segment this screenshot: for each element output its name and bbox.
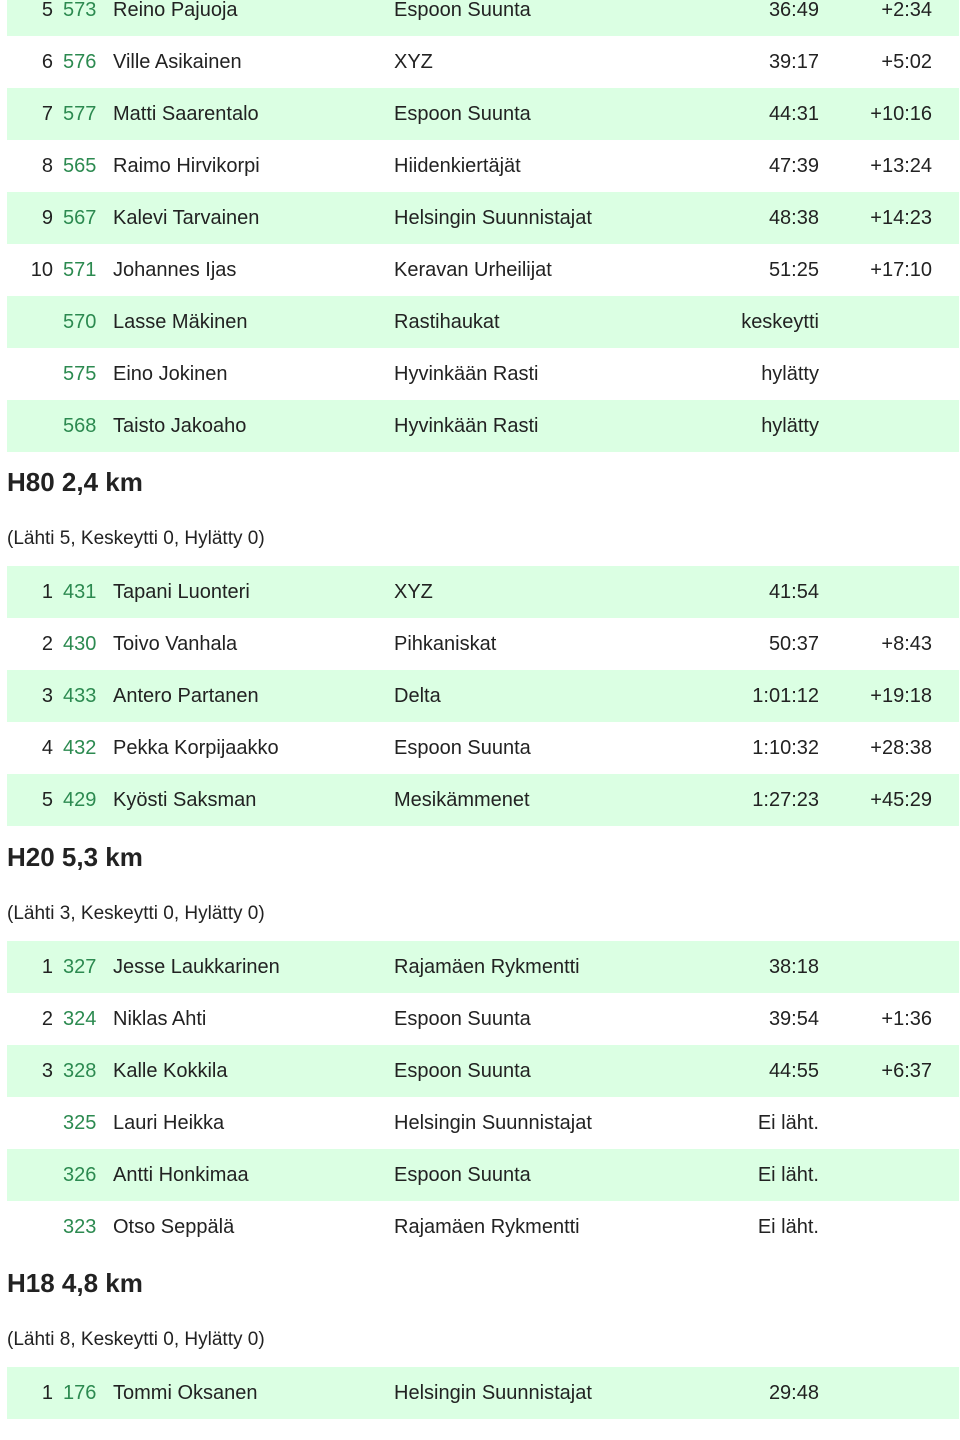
- bib-number: 324: [63, 1008, 97, 1030]
- result-row: [7, 618, 959, 670]
- bib-number: 431: [63, 581, 97, 603]
- runner-name: Ville Asikainen: [113, 51, 242, 73]
- result-time: 1:01:12: [752, 685, 819, 707]
- runner-name: Antero Partanen: [113, 685, 259, 707]
- runner-name: Raimo Hirvikorpi: [113, 155, 260, 177]
- class-summary-h18: (Lähti 8, Keskeytti 0, Hylätty 0): [7, 1329, 265, 1350]
- runner-name: Niklas Ahti: [113, 1008, 207, 1030]
- runner-name: Pekka Korpijaakko: [113, 737, 279, 759]
- place: 4: [41, 737, 53, 759]
- place: 6: [41, 51, 53, 73]
- runner-name: Reino Pajuoja: [113, 0, 238, 21]
- bib-number: 567: [63, 207, 97, 229]
- club-name: XYZ: [394, 581, 433, 603]
- result-time: 44:55: [768, 1060, 819, 1082]
- runner-name: Kalle Kokkila: [113, 1060, 228, 1082]
- result-time: 1:27:23: [752, 789, 819, 811]
- result-time: hylätty: [761, 363, 819, 385]
- result-time: 50:37: [768, 633, 819, 655]
- runner-name: Otso Seppälä: [113, 1216, 235, 1238]
- place: 1: [41, 1382, 53, 1404]
- time-behind: +8:43: [881, 633, 932, 655]
- result-row: [7, 1045, 959, 1097]
- bib-number: 325: [63, 1112, 97, 1134]
- result-time: 41:54: [768, 581, 819, 603]
- time-behind: +1:36: [881, 1008, 932, 1030]
- club-name: Hiidenkiertäjät: [394, 155, 521, 177]
- result-row: [7, 1097, 959, 1149]
- club-name: Delta: [394, 685, 441, 707]
- club-name: Keravan Urheilijat: [394, 259, 552, 281]
- result-time: 1:10:32: [752, 737, 819, 759]
- time-behind: +45:29: [870, 789, 932, 811]
- runner-name: Johannes Ijas: [113, 259, 237, 281]
- runner-name: Taisto Jakoaho: [113, 415, 247, 437]
- club-name: Hyvinkään Rasti: [394, 415, 539, 437]
- result-time: keskeytti: [741, 311, 819, 333]
- time-behind: +14:23: [870, 207, 932, 229]
- class-heading-h80: H80 2,4 km: [7, 467, 143, 497]
- place: 9: [41, 207, 53, 229]
- place: 5: [41, 0, 53, 21]
- result-time: Ei läht.: [757, 1216, 819, 1238]
- result-row: [7, 670, 959, 722]
- result-time: 29:48: [768, 1382, 819, 1404]
- result-time: 44:31: [768, 103, 819, 125]
- club-name: Rajamäen Rykmentti: [394, 1216, 580, 1238]
- result-row: [7, 1367, 959, 1419]
- club-name: Espoon Suunta: [394, 1008, 531, 1030]
- time-behind: +19:18: [870, 685, 932, 707]
- bib-number: 328: [63, 1060, 97, 1082]
- result-row: [7, 348, 959, 400]
- club-name: Rajamäen Rykmentti: [394, 956, 580, 978]
- place: 5: [41, 789, 53, 811]
- place: 7: [41, 103, 53, 125]
- class-heading-h18: H18 4,8 km: [7, 1268, 143, 1298]
- bib-number: 430: [63, 633, 97, 655]
- result-row: [7, 722, 959, 774]
- bib-number: 568: [63, 415, 97, 437]
- runner-name: Matti Saarentalo: [113, 103, 259, 125]
- time-behind: +6:37: [881, 1060, 932, 1082]
- result-row: [7, 1201, 959, 1253]
- time-behind: +13:24: [870, 155, 932, 177]
- runner-name: Kalevi Tarvainen: [113, 207, 260, 229]
- runner-name: Jesse Laukkarinen: [113, 956, 280, 978]
- result-row: [7, 774, 959, 826]
- bib-number: 576: [63, 51, 97, 73]
- bib-number: 432: [63, 737, 97, 759]
- runner-name: Lauri Heikka: [113, 1112, 225, 1134]
- bib-number: 327: [63, 956, 97, 978]
- result-row: [7, 140, 959, 192]
- runner-name: Eino Jokinen: [113, 363, 228, 385]
- bib-number: 570: [63, 311, 97, 333]
- bib-number: 577: [63, 103, 97, 125]
- bib-number: 429: [63, 789, 97, 811]
- club-name: Espoon Suunta: [394, 1164, 531, 1186]
- bib-number: 573: [63, 0, 97, 21]
- bib-number: 326: [63, 1164, 97, 1186]
- time-behind: +10:16: [870, 103, 932, 125]
- place: 3: [41, 1060, 53, 1082]
- club-name: Helsingin Suunnistajat: [394, 1382, 592, 1404]
- bib-number: 575: [63, 363, 97, 385]
- club-name: Pihkaniskat: [394, 633, 497, 655]
- bib-number: 433: [63, 685, 97, 707]
- club-name: Helsingin Suunnistajat: [394, 1112, 592, 1134]
- result-time: 51:25: [768, 259, 819, 281]
- time-behind: +2:34: [881, 0, 932, 21]
- result-row: [7, 566, 959, 618]
- runner-name: Antti Honkimaa: [113, 1164, 249, 1186]
- runner-name: Toivo Vanhala: [113, 633, 238, 655]
- club-name: Hyvinkään Rasti: [394, 363, 539, 385]
- time-behind: +17:10: [870, 259, 932, 281]
- bib-number: 571: [63, 259, 97, 281]
- result-row: [7, 400, 959, 452]
- place: 2: [41, 1008, 53, 1030]
- club-name: Espoon Suunta: [394, 737, 531, 759]
- result-time: 39:54: [768, 1008, 819, 1030]
- result-row: [7, 941, 959, 993]
- class-heading-h20: H20 5,3 km: [7, 842, 143, 872]
- club-name: Espoon Suunta: [394, 0, 531, 21]
- result-row: [7, 0, 959, 36]
- result-time: 38:18: [768, 956, 819, 978]
- club-name: XYZ: [394, 51, 433, 73]
- bib-number: 565: [63, 155, 97, 177]
- runner-name: Lasse Mäkinen: [113, 311, 248, 333]
- result-time: 36:49: [768, 0, 819, 21]
- result-time: hylätty: [761, 415, 819, 437]
- runner-name: Kyösti Saksman: [113, 789, 257, 811]
- club-name: Espoon Suunta: [394, 1060, 531, 1082]
- club-name: Helsingin Suunnistajat: [394, 207, 592, 229]
- bib-number: 176: [63, 1382, 97, 1404]
- bib-number: 323: [63, 1216, 97, 1238]
- result-time: Ei läht.: [757, 1164, 819, 1186]
- result-time: 47:39: [768, 155, 819, 177]
- club-name: Rastihaukat: [394, 311, 500, 333]
- runner-name: Tapani Luonteri: [113, 581, 250, 603]
- place: 1: [41, 581, 53, 603]
- result-time: 48:38: [768, 207, 819, 229]
- place: 10: [30, 259, 53, 281]
- result-row: [7, 88, 959, 140]
- result-row: [7, 244, 959, 296]
- runner-name: Tommi Oksanen: [113, 1382, 258, 1404]
- club-name: Mesikämmenet: [394, 789, 530, 811]
- place: 3: [41, 685, 53, 707]
- time-behind: +5:02: [881, 51, 932, 73]
- club-name: Espoon Suunta: [394, 103, 531, 125]
- result-row: [7, 993, 959, 1045]
- time-behind: +28:38: [870, 737, 932, 759]
- result-row: [7, 192, 959, 244]
- result-time: 39:17: [768, 51, 819, 73]
- place: 1: [41, 956, 53, 978]
- class-summary-h80: (Lähti 5, Keskeytti 0, Hylätty 0): [7, 528, 265, 549]
- result-row: [7, 296, 959, 348]
- place: 8: [41, 155, 53, 177]
- result-time: Ei läht.: [757, 1112, 819, 1134]
- result-row: [7, 1149, 959, 1201]
- place: 2: [41, 633, 53, 655]
- result-row: [7, 36, 959, 88]
- class-summary-h20: (Lähti 3, Keskeytti 0, Hylätty 0): [7, 903, 265, 924]
